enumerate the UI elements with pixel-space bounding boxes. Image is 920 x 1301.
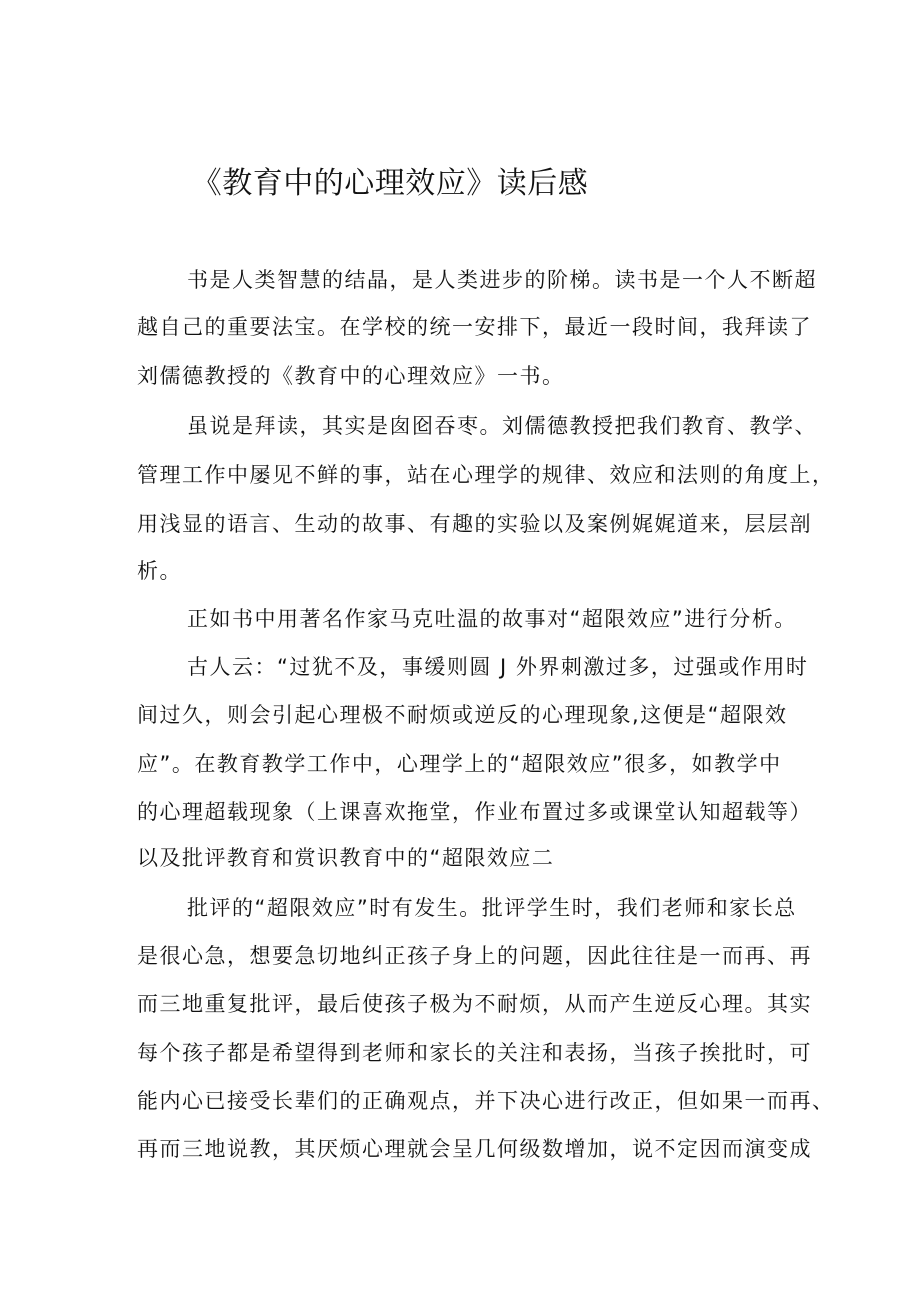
text-line: 用浅显的语言、生动的故事、有趣的实验以及案例娓娓道来，层层剖	[137, 512, 812, 536]
text-line: 古人云：“过犹不及，事缓则圆 J 外界刺激过多，过强或作用时	[187, 655, 809, 679]
text-line: 正如书中用著名作家马克吐温的故事对“超限效应”进行分析。	[187, 607, 797, 631]
text-line: 能内心已接受长辈们的正确观点，并下决心进行改正，但如果一而再、	[137, 1089, 835, 1113]
text-line: 再而三地说教，其厌烦心理就会呈几何级数增加，说不定因而演变成	[137, 1137, 812, 1161]
text-line: 应”。在教育教学工作中，心理学上的“超限效应”很多，如教学中	[137, 752, 782, 776]
text-line: 批评的“超限效应”时有发生。批评学生时，我们老师和家长总	[187, 896, 797, 920]
document-title: 《教育中的心理效应》读后感	[191, 166, 589, 201]
text-line: 虽说是拜读，其实是囱囵吞枣。刘儒德教授把我们教育、教学、	[187, 414, 817, 438]
text-line: 以及批评教育和赏识教育中的“超限效应二	[137, 846, 555, 870]
text-line: 间过久，则会引起心理极不耐烦或逆反的心理现象,这便是“超限效	[137, 703, 788, 727]
text-line: 而三地重复批评，最后使孩子极为不耐烦，从而产生逆反心理。其实	[137, 992, 812, 1016]
text-line: 越自己的重要法宝。在学校的统一安排下，最近一段时间，我拜读了	[137, 315, 812, 339]
text-line: 析。	[137, 559, 182, 583]
text-line: 是很心急，想要急切地纠正孩子身上的问题，因此往往是一而再、再	[137, 944, 812, 968]
text-line: 刘儒德教授的《教育中的心理效应》一书。	[137, 364, 565, 388]
text-line: 每个孩子都是希望得到老师和家长的关注和表扬，当孩子挨批时，可	[137, 1041, 812, 1065]
text-line: 管理工作中屡见不鲜的事，站在心理学的规律、效应和法则的角度上，	[137, 463, 835, 487]
text-line: 的心理超载现象（上课喜欢拖堂，作业布置过多或课堂认知超载等）	[137, 800, 812, 824]
text-line: 书是人类智慧的结晶，是人类进步的阶梯。读书是一个人不断超	[187, 268, 817, 292]
